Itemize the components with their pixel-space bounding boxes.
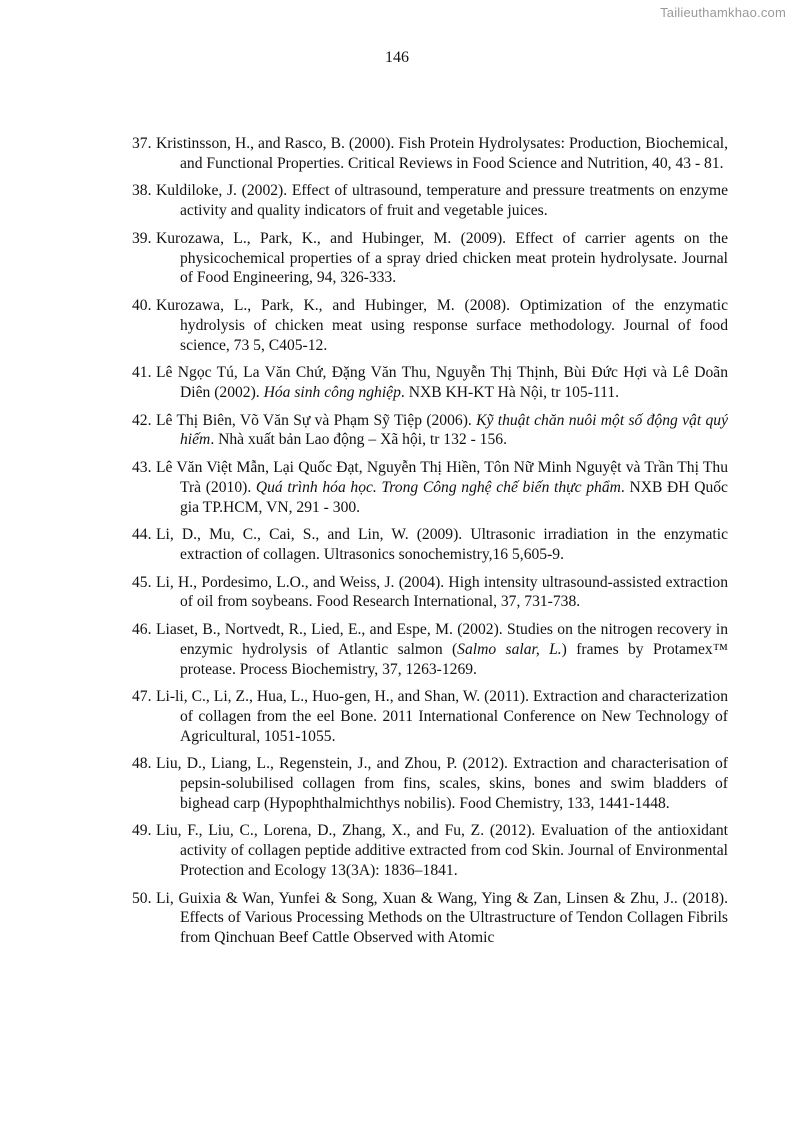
reference-number: 48.	[132, 755, 152, 773]
reference-number: 45.	[132, 573, 152, 591]
reference-text: Lê Ngọc Tú, La Văn Chứ, Đặng Văn Thu, Nguyễn Thị Thịnh, Bùi Đức Hợi và Lê Doãn Diên (2002).	[156, 364, 728, 401]
reference-item	[132, 411, 728, 451]
reference-item	[132, 620, 728, 679]
reference-number: 42.	[132, 411, 152, 429]
reference-text: Li, D., Mu, C., Cai, S., and Lin, W. (2009). Ultrasonic irradiation in the enzymatic extraction of collagen. Ultrasonics sonochemistry,16 5,605-9.	[156, 526, 728, 563]
reference-text: Kurozawa, L., Park, K., and Hubinger, M. (2009). Effect of carrier agents on the physicochemical properties of a spray dried chicken meat protein hydrolysate. Journal of Food Engineering, 94, 326-333.	[156, 229, 728, 287]
reference-item	[132, 525, 728, 565]
page-number: 146	[385, 49, 409, 66]
reference-text: . Nhà xuất bản Lao động – Xã hội, tr 132 - 156.	[210, 431, 507, 449]
reference-item	[132, 458, 728, 517]
reference-item	[132, 687, 728, 746]
reference-text: Kurozawa, L., Park, K., and Hubinger, M. (2008). Optimization of the enzymatic hydrolysis of chicken meat using response surface methodology. Journal of food science, 73 5, C405-12.	[156, 296, 728, 354]
reference-item	[132, 754, 728, 813]
reference-item	[132, 181, 728, 221]
reference-text: Li, H., Pordesimo, L.O., and Weiss, J. (2004). High intensity ultrasound-assisted extraction of oil from soybeans. Food Research International, 37, 731-738.	[156, 573, 728, 611]
reference-text: Lê Thị Biên, Võ Văn Sự và Phạm Sỹ Tiệp (2006).	[156, 411, 477, 429]
reference-item	[132, 229, 728, 288]
reference-item	[132, 821, 728, 880]
reference-number: 49.	[132, 822, 152, 840]
reference-title-italic: Hóa sinh công nghiệp	[263, 383, 401, 401]
reference-text: Kuldiloke, J. (2002). Effect of ultrasound, temperature and pressure treatments on enzyme activity and quality indicators of fruit and vegetable juices.	[156, 182, 728, 220]
reference-title-italic: Kỹ thuật chăn nuôi một số động vật quý hiếm	[180, 411, 729, 449]
reference-text: . NXB ĐH Quốc gia TP.HCM, VN, 291 - 300.	[180, 478, 728, 516]
reference-number: 39.	[132, 229, 152, 247]
reference-number: 40.	[132, 296, 152, 314]
reference-text: ) frames by Protamex™ protease. Process Biochemistry, 37, 1263-1269.	[180, 640, 728, 678]
reference-text: Li, Guixia & Wan, Yunfei & Song, Xuan & Wang, Ying & Zan, Linsen & Zhu, J.. (2018). Effects of Various Processing Methods on the Ultrastructure of Tendon Collagen Fibrils from Qinchuan Beef Cattle Observed with Atomic	[156, 889, 728, 947]
reference-text: Liu, F., Liu, C., Lorena, D., Zhang, X., and Fu, Z. (2012). Evaluation of the antioxidant activity of collagen peptide additive extracted from cod Skin. Journal of Environmental Protection and Ecology 13(3A): 1836–1841.	[156, 822, 728, 880]
reference-text: Liaset, B., Nortvedt, R., Lied, E., and Espe, M. (2002). Studies on the nitrogen recovery in enzymic hydrolysis of Atlantic salmon (	[156, 620, 728, 658]
reference-number: 44.	[132, 526, 152, 544]
reference-number: 47.	[132, 688, 152, 706]
reference-text: Li-li, C., Li, Z., Hua, L., Huo-gen, H., and Shan, W. (2011). Extraction and characterization of collagen from the eel Bone. 2011 International Conference on New Technology of Agricultural, 1051-1055.	[156, 688, 728, 745]
reference-item	[132, 363, 728, 403]
reference-text: . NXB KH-KT Hà Nội, tr 105-111.	[400, 383, 620, 401]
reference-number: 46.	[132, 620, 152, 638]
watermark-text: Tailieuthamkhao.com	[660, 5, 786, 20]
reference-item	[132, 296, 728, 355]
reference-item	[132, 134, 728, 174]
reference-title-italic: Quá trình hóa học. Trong Công nghệ chế biến thực phẩm	[255, 478, 621, 496]
reference-number: 43.	[132, 458, 152, 476]
reference-text: Kristinsson, H., and Rasco, B. (2000). Fish Protein Hydrolysates: Production, Biochemical, and Functional Properties. Critical Reviews in Food Science and Nutrition, 40, 43 - 81.	[156, 135, 728, 172]
reference-number: 41.	[132, 364, 152, 382]
reference-list	[132, 134, 728, 956]
reference-text: Lê Văn Việt Mẫn, Lại Quốc Đạt, Nguyễn Thị Hiền, Tôn Nữ Minh Nguyệt và Trần Thị Thu Trà (2010).	[156, 458, 728, 496]
reference-number: 37.	[132, 135, 152, 152]
reference-text: Liu, D., Liang, L., Regenstein, J., and Zhou, P. (2012). Extraction and characterisation of pepsin-solubilised collagen from fins, scales, skins, bones and swim bladders of bighead carp (Hypophthalmichthys nobilis). Food Chemistry, 133, 1441-1448.	[156, 755, 728, 812]
reference-number: 50.	[132, 889, 152, 907]
reference-title-italic: Salmo salar, L.	[457, 640, 562, 658]
reference-item	[132, 573, 728, 613]
reference-item	[132, 889, 728, 948]
reference-number: 38.	[132, 182, 152, 200]
